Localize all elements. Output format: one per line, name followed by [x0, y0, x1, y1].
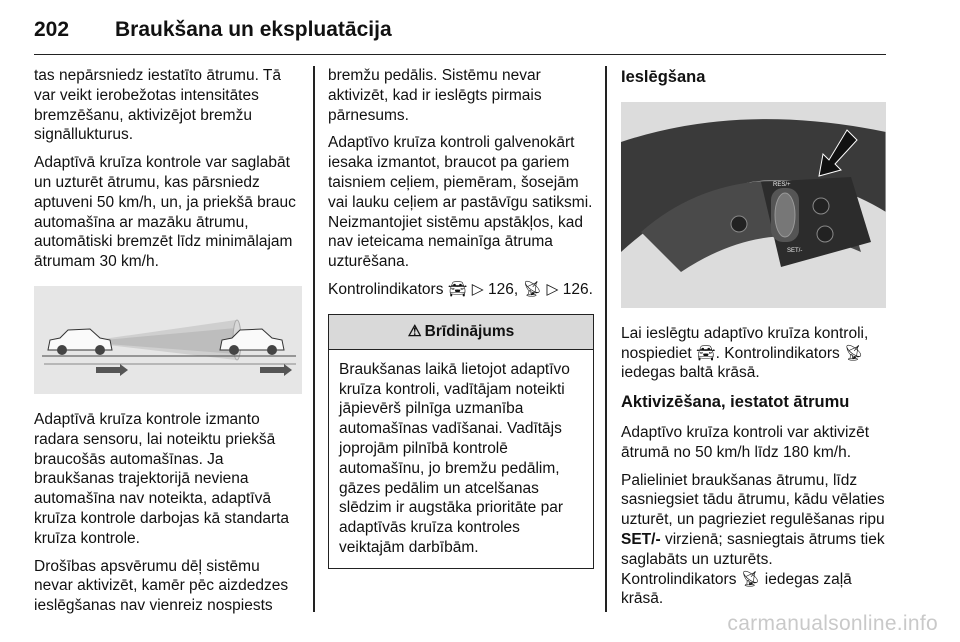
- text-run: iedegas baltā krāsā.: [621, 364, 760, 382]
- arrow-icon: ▷: [471, 280, 484, 298]
- column-divider: [313, 66, 315, 612]
- paragraph: Adaptīvā kruīza kontrole var saglabāt un uzturēt ātrumu, kas pārsniedz aptuveni 50 km/h, un, ja priekšā brauc automašīna ar mazāku ātrumu, automātiski bremzēt līdz minimālajam ātrumam 30 km/h.: [34, 154, 296, 271]
- text-run: . Kontrolindikators: [715, 344, 840, 362]
- cruise-icon: 📡︎: [522, 280, 543, 298]
- radar-illustration: [34, 286, 302, 394]
- section-heading: Ieslēgšana: [621, 68, 706, 86]
- warning-box: [328, 314, 594, 569]
- set-label-bold: SET/-: [621, 530, 661, 548]
- paragraph: [621, 324, 886, 383]
- text-run: Lai ieslēgtu adaptīvo kruīza kontroli, nospiediet: [621, 324, 869, 362]
- page-ref: 126.: [562, 280, 593, 298]
- car-icon: 🚘︎: [447, 280, 468, 298]
- radar-diagram: [34, 286, 302, 394]
- paragraph: tas nepārsniedz iestatīto ātrumu. Tā var veikt ierobežotas intensitātes bremzēšanu, aktivizējot bremžu signāllukturus.: [34, 67, 281, 144]
- set-label: SET/-: [787, 247, 803, 254]
- column-2: [328, 66, 594, 569]
- column-3: [621, 68, 886, 617]
- page-title: Braukšana un ekspluatācija: [115, 18, 392, 41]
- res-label: RES/+: [773, 181, 791, 188]
- paragraph: Adaptīvo kruīza kontroli galvenokārt iesaka izmantot, braucot pa gariem taisniem ceļiem, piemēram, šosejām vai lauku ceļiem ar pastāvīgu satiksmi. Neizmantojiet sistēmu apstākļos, kad nav ieteicama nemainīga ātruma uzturēšana.: [328, 134, 593, 271]
- warning-text: Braukšanas laikā lietojot adaptīvo kruīza kontroli, vadītājam noteikti jāpievērš pilnīga uzmanība automašīnas vadīšanai. Vadītājs joprojām pilnībā kontrolē automašīnu, jo bremžu pedālim, gāzes pedālim un atcelšanas slēdzim ir augstāka prioritāte par adaptīvās kruīza kontroles veiktajām darbībām.: [339, 360, 570, 556]
- page-ref: 126,: [488, 280, 519, 298]
- warning-title: Brīdinājums: [424, 322, 515, 340]
- acc-button-icon: 🚘︎: [695, 344, 716, 362]
- text-run: iedegas zaļā krāsā.: [621, 570, 852, 608]
- paragraph: Drošības apsvērumu dēļ sistēmu nevar aktivizēt, kamēr pēc aizdedzes ieslēgšanas nav vienreiz nospiests: [34, 557, 289, 615]
- paragraph: Adaptīvā kruīza kontrole izmanto radara sensoru, lai noteiktu priekšā braucošās automašīnas. Ja braukšanas trajektorijā neviena automašīna nav noteikta, adaptīvā kruīza kontrole darbojas kā standarta kruīza kontrole.: [34, 410, 290, 547]
- text-run: virzienā; sasniegtais ātrums tiek saglabāts un uzturēts. Kontrolindikators: [621, 530, 885, 588]
- section-heading: Aktivizēšana, iestatot ātrumu: [621, 393, 850, 412]
- watermark: carmanualsonline.info: [727, 612, 938, 635]
- column-1: [34, 66, 302, 624]
- paragraph: Adaptīvo kruīza kontroli var aktivizēt ātrumā no 50 km/h līdz 180 km/h.: [621, 423, 870, 461]
- page-number: 202: [34, 18, 70, 41]
- warning-header: [329, 315, 593, 350]
- indicator-reference: [328, 280, 594, 300]
- steering-wheel-illustration: [621, 102, 886, 308]
- text-run: Palieliniet braukšanas ātrumu, līdz sasniegsiet tādu ātrumu, kādu vēlaties uzturēt, un pagrieziet regulēšanas ripu: [621, 471, 885, 529]
- column-divider: [605, 66, 607, 612]
- page-header: [34, 18, 886, 55]
- paragraph: [621, 471, 886, 610]
- arrow-icon: ▷: [546, 280, 559, 298]
- paragraph: bremžu pedālis. Sistēmu nevar aktivizēt, kad ir ieslēgts pirmais pārnesums.: [328, 67, 542, 124]
- cruise-icon: 📡︎: [844, 344, 864, 362]
- indicator-label: Kontrolindikators: [328, 280, 444, 298]
- warning-icon: ⚠: [407, 322, 422, 340]
- cruise-icon: 📡︎: [740, 570, 761, 588]
- steering-wheel-diagram: [621, 102, 886, 308]
